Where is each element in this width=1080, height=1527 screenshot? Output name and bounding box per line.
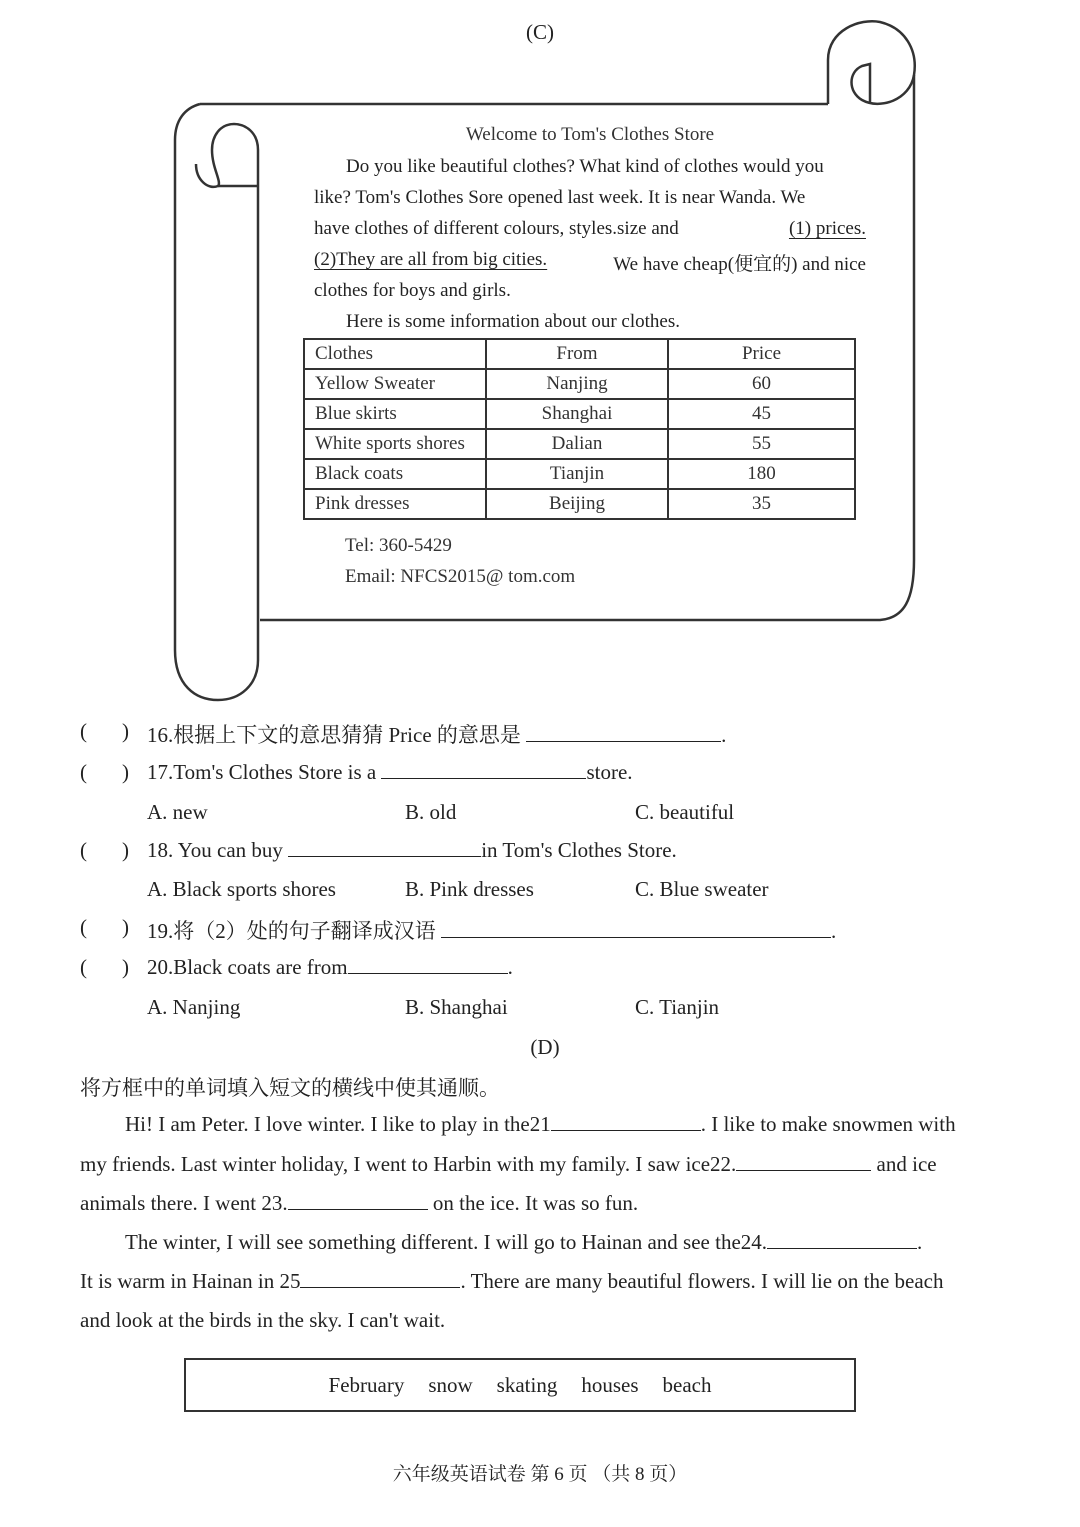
answer-paren-close: ) (122, 760, 129, 784)
answer-paren-open: ( (80, 955, 87, 979)
answer-paren-close: ) (122, 915, 129, 939)
question-16-text: 16.根据上下文的意思猜猜 Price 的意思是 (147, 723, 521, 747)
option-c: C. Blue sweater (635, 877, 769, 901)
answer-blank-25[interactable] (300, 1269, 460, 1288)
option-a: A. new (147, 800, 208, 824)
table-cell: Black coats (304, 459, 486, 489)
table-row (304, 489, 855, 519)
table-row (304, 459, 855, 489)
answer-paren-open: ( (80, 760, 87, 784)
table-header: From (486, 339, 668, 369)
answer-blank[interactable] (381, 760, 586, 779)
passage-text: . There are many beautiful flowers. I will lie on the beach (460, 1269, 944, 1293)
store-tel: Tel: 360-5429 (345, 535, 452, 556)
answer-blank[interactable] (288, 838, 481, 857)
table-header: Clothes (304, 339, 486, 369)
table-cell: Blue skirts (304, 399, 486, 429)
word-option: snow (428, 1372, 473, 1397)
passage-line-1 (80, 1112, 1000, 1137)
notice-line-3-text: have clothes of different colours, styles.size and (314, 218, 679, 239)
table-cell: Beijing (486, 489, 668, 519)
notice-sentence-1: (1) prices. (788, 218, 866, 239)
page-footer: 六年级英语试卷 第 6 页 （共 8 页） (392, 1464, 688, 1485)
answer-blank[interactable] (526, 723, 721, 742)
answer-blank-22[interactable] (736, 1152, 871, 1171)
option-b: B. old (405, 800, 457, 824)
answer-paren-open: ( (80, 719, 87, 743)
answer-paren-close: ) (122, 955, 129, 979)
table-cell: 55 (668, 429, 855, 459)
question-16-end: . (721, 723, 727, 747)
notice-line-5: clothes for boys and girls. (314, 280, 511, 301)
question-18 (147, 838, 677, 863)
passage-text: . I like to make snowmen with (700, 1112, 956, 1136)
table-cell: Shanghai (486, 399, 668, 429)
question-20-text: 20.Black coats are from (147, 955, 348, 979)
table-row (304, 369, 855, 399)
answer-blank[interactable] (348, 955, 508, 974)
table-cell: Dalian (486, 429, 668, 459)
store-email: Email: NFCS2015@ tom.com (345, 566, 576, 587)
option-c: C. beautiful (635, 800, 735, 824)
question-18-end: in Tom's Clothes Store. (481, 838, 677, 862)
passage-text: animals there. I went 23. (80, 1191, 288, 1215)
notice-line-4-text: We have cheap(便宜的) and nice (613, 254, 866, 275)
option-b: B. Pink dresses (405, 877, 534, 901)
notice-line-4 (314, 249, 866, 276)
notice-line-2: like? Tom's Clothes Sore opened last week. It is near Wanda. We (314, 187, 806, 208)
passage-text: It is warm in Hainan in 25 (80, 1269, 301, 1293)
notice-title: Welcome to Tom's Clothes Store (465, 124, 715, 145)
section-d-instruction: 将方框中的单词填入短文的横线中使其通顺。 (80, 1076, 500, 1100)
table-header-row (304, 339, 855, 369)
word-option: skating (496, 1372, 558, 1397)
word-option: houses (581, 1372, 639, 1397)
word-option: February (328, 1372, 405, 1397)
answer-blank-21[interactable] (551, 1112, 701, 1131)
passage-line-6: and look at the birds in the sky. I can't wait. (80, 1308, 446, 1332)
answer-blank[interactable] (441, 919, 831, 938)
passage-line-4 (80, 1230, 1000, 1255)
answer-paren-open: ( (80, 838, 87, 862)
option-b: B. Shanghai (405, 995, 508, 1019)
answer-blank-23[interactable] (288, 1191, 428, 1210)
question-17-text: 17.Tom's Clothes Store is a (147, 760, 377, 784)
notice-line-1: Do you like beautiful clothes? What kind of clothes would you (346, 156, 824, 177)
question-17-end: store. (586, 760, 633, 784)
option-c: C. Tianjin (635, 995, 720, 1019)
question-20 (147, 955, 513, 980)
passage-line-2 (80, 1152, 1000, 1177)
table-cell: 180 (668, 459, 855, 489)
section-c-label: (C) (526, 20, 554, 44)
question-20-end: . (507, 955, 513, 979)
question-19 (147, 915, 836, 945)
passage-text: Hi! I am Peter. I love winter. I like to play in the21 (125, 1112, 551, 1136)
passage-text: . (917, 1230, 923, 1254)
table-header: Price (668, 339, 855, 369)
passage-text: my friends. Last winter holiday, I went to Harbin with my family. I saw ice22. (80, 1152, 737, 1176)
option-a: A. Nanjing (147, 995, 241, 1019)
answer-blank-24[interactable] (767, 1230, 917, 1249)
notice-line-6: Here is some information about our clothes. (346, 311, 681, 332)
passage-text: The winter, I will see something different. I will go to Hainan and see the24. (125, 1230, 768, 1254)
table-cell: 35 (668, 489, 855, 519)
passage-line-5 (80, 1269, 1000, 1294)
word-box (184, 1358, 856, 1412)
table-cell: 60 (668, 369, 855, 399)
question-18-text: 18. You can buy (147, 838, 283, 862)
table-cell: Pink dresses (304, 489, 486, 519)
table-cell: Nanjing (486, 369, 668, 399)
table-cell: Tianjin (486, 459, 668, 489)
passage-line-3 (80, 1191, 1000, 1216)
table-cell: Yellow Sweater (304, 369, 486, 399)
table-row (304, 429, 855, 459)
passage-text: and ice (876, 1152, 937, 1176)
question-17 (147, 760, 633, 785)
option-a: A. Black sports shores (147, 877, 336, 901)
passage-text: on the ice. It was so fun. (432, 1191, 639, 1215)
word-option: beach (662, 1372, 712, 1397)
question-19-text: 19.将（2）处的句子翻译成汉语 (147, 919, 436, 943)
answer-paren-close: ) (122, 719, 129, 743)
question-16 (147, 719, 726, 749)
answer-paren-close: ) (122, 838, 129, 862)
section-d-label: (D) (530, 1035, 560, 1059)
answer-paren-open: ( (80, 915, 87, 939)
notice-sentence-2: (2)They are all from big cities. (314, 249, 548, 270)
table-cell: 45 (668, 399, 855, 429)
table-cell: White sports shores (304, 429, 486, 459)
notice-line-3 (314, 218, 866, 240)
question-19-end: . (831, 919, 837, 943)
table-row (304, 399, 855, 429)
clothes-table (303, 338, 856, 520)
